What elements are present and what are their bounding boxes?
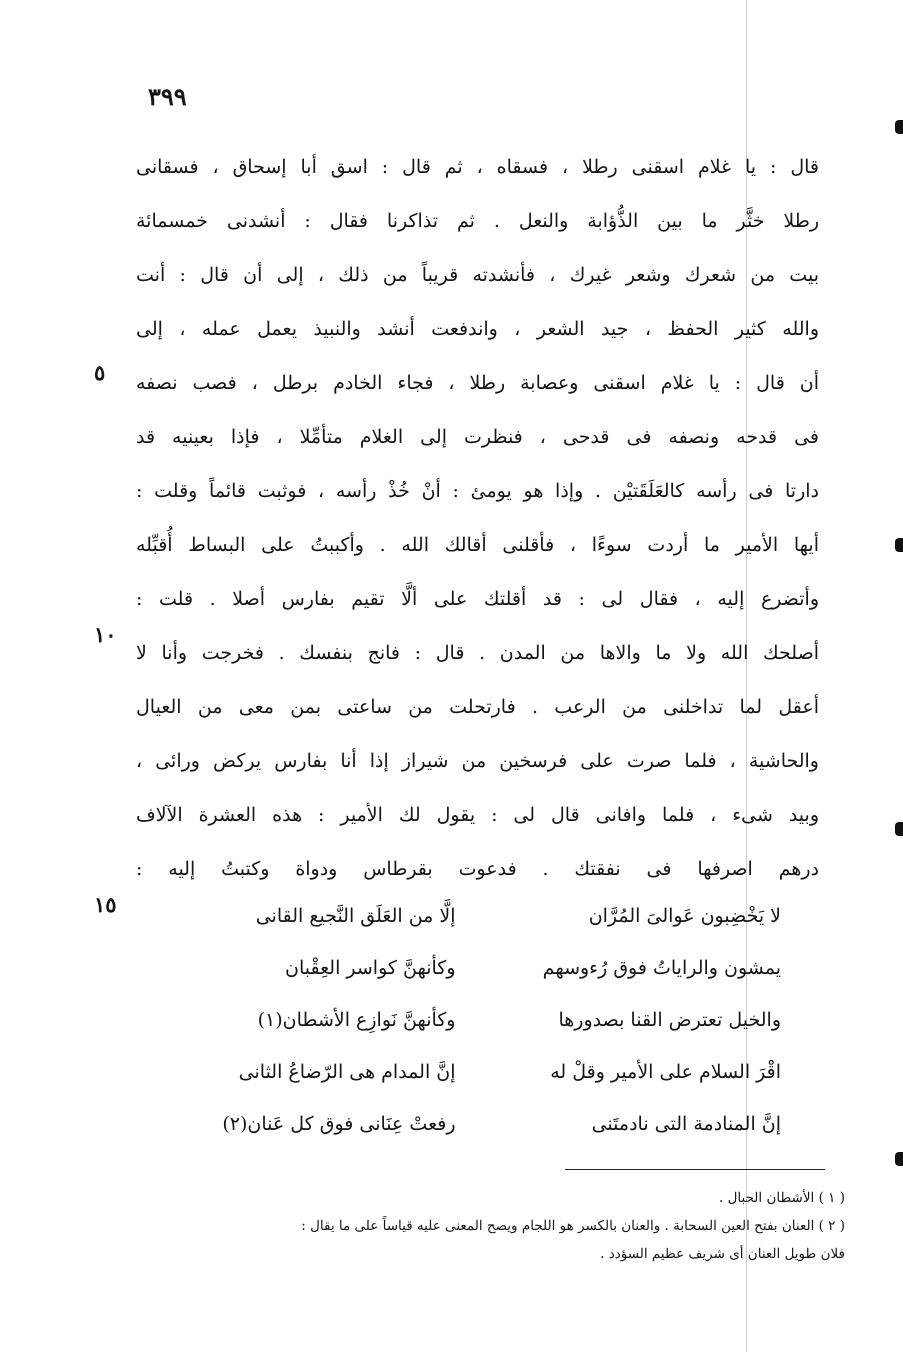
prose-line: رطلا خثَّر ما بين الذُّؤابة والنعل . ثم تذاكرنا فقال : أنشدنى خمسمائة — [136, 210, 819, 232]
verse-line — [182, 942, 781, 994]
footnote: ( ١ ) الأشطان الحبال . — [719, 1190, 845, 1206]
line-number-5: ٥ — [94, 360, 106, 385]
verse-first-hemistich: اقْرَ السلام على الأمير وقلْ له — [550, 1061, 781, 1083]
prose-line: فى قدحه ونصفه فى قدحى ، فنظرت إلى الغلام متأمِّلا ، فإذا بعينيه قد — [136, 426, 819, 448]
line-number-15: ١٥ — [94, 892, 117, 917]
line-number-10: ١٠ — [94, 622, 117, 647]
prose-line: أيها الأمير ما أردت سوءًا ، فأقلنى أقالك الله . وأكببتُ على البساط أُقبِّله — [136, 534, 819, 556]
prose-line: بيت من شعرك وشعر غيرك ، فأنشدته قريباً من ذلك ، إلى أن قال : أنت — [136, 264, 819, 286]
edge-mark — [895, 120, 903, 134]
prose-line: وبيد شىء ، فلما وافانى قال لى : يقول لك الأمير : هذه العشرة الآلاف — [136, 804, 819, 826]
prose-line: قال : يا غلام اسقنى رطلا ، فسقاه ، ثم قال : اسق أبا إسحاق ، فسقانى — [136, 156, 819, 178]
verse-second-hemistich: إنَّ المدام هى الرّضاعُ الثانى — [238, 1061, 456, 1083]
verse-first-hemistich: يمشون والراياتُ فوق رُءوسهم — [542, 957, 781, 979]
verse-line — [182, 890, 781, 942]
verse-second-hemistich: رفعتْ عِنَانى فوق كل عَنان(٢) — [222, 1113, 456, 1135]
edge-mark — [895, 1152, 903, 1166]
poem — [182, 890, 781, 1150]
footnote-divider — [565, 1169, 825, 1170]
verse-line — [182, 1046, 781, 1098]
verse-second-hemistich: إلَّا من العَلَق النَّجيع القانى — [255, 905, 456, 927]
prose-line: وأتضرع إليه ، فقال لى : قد أقلتك على ألَّا تقيم بفارس أصلا . قلت : — [136, 588, 819, 610]
verse-second-hemistich: وكأنهنَّ كواسر العِقْبان — [285, 957, 456, 979]
verse-line — [182, 994, 781, 1046]
verse-first-hemistich: لا يَخْضِبون عَوالىَ المُرَّان — [588, 905, 781, 927]
verse-first-hemistich: والخيل تعترض القنا بصدورها — [558, 1009, 781, 1031]
prose-line: والله كثير الحفظ ، جيد الشعر ، واندفعت أنشد والنبيذ يعمل عمله ، إلى — [136, 318, 819, 340]
edge-mark — [895, 822, 903, 836]
prose-line: والحاشية ، فلما صرت على فرسخين من شيراز إذا أنا بفارس يركض ورائى ، — [136, 750, 819, 772]
prose-line: أعقل لما تداخلنى من الرعب . فارتحلت من ساعتى بمن معى من العيال — [136, 696, 819, 718]
footnote: ( ٢ ) العنان بفتح العين السحابة . والعنان بالكسر هو اللجام ويصح المعنى عليه قياساً على ما يقال : — [301, 1218, 845, 1234]
prose-line: دارتا فى رأسه كالعَلَقَتيْن . وإذا هو يومئ : أنْ خُذْ رأسه ، فوثبت قائماً وقلت : — [136, 480, 819, 502]
prose-line: أن قال : يا غلام اسقنى وعصابة رطلا ، فجاء الخادم برطل ، فصب نصفه — [136, 372, 819, 394]
prose-line: أصلحك الله ولا ما والاها من المدن . قال : فانج بنفسك . فخرجت وأنا لا — [136, 642, 819, 664]
page-number: ٣٩٩ — [148, 82, 187, 111]
verse-line — [182, 1098, 781, 1150]
prose-body — [136, 140, 819, 896]
footnotes — [90, 1184, 845, 1268]
verse-first-hemistich: إنَّ المنادمة التى نادمتَنى — [591, 1113, 781, 1135]
footnote: فلان طويل العنان أى شريف عظيم السؤدد . — [600, 1246, 845, 1262]
verse-second-hemistich: وكأنهنَّ نَوازِع الأشطان(١) — [257, 1009, 456, 1031]
edge-mark — [895, 538, 903, 552]
prose-line: درهم اصرفها فى نفقتك . فدعوت بقرطاس ودواة وكتبتُ إليه : — [136, 858, 819, 880]
